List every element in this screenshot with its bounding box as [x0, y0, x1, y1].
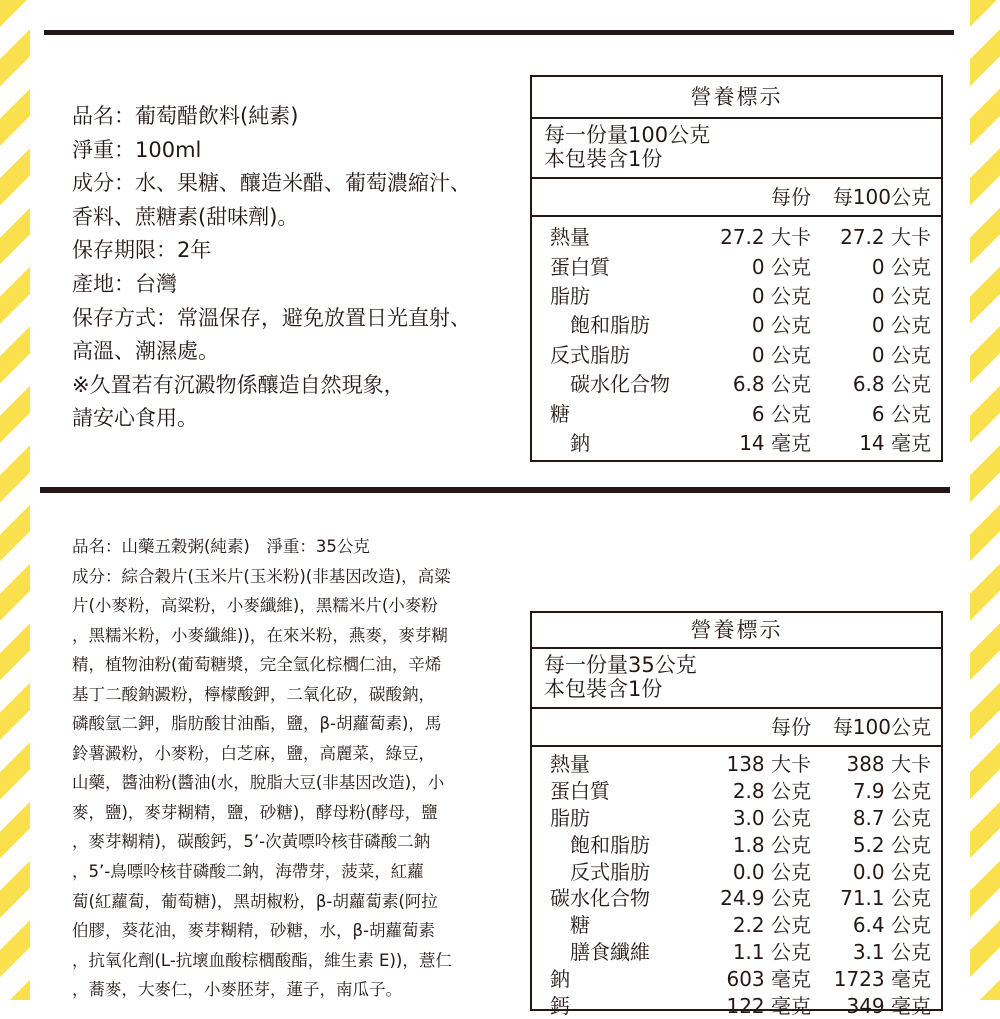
product2-info-line: ，抗氧化劑(L-抗壞血酸棕櫚酸酯，維生素 E))，薏仁 — [72, 950, 452, 970]
product2-info-line: 精，植物油粉(葡萄糖漿，完全氫化棕櫚仁油，辛烯 — [72, 655, 442, 675]
servings-per-pack: 本包裝含1份 — [544, 147, 663, 171]
value-per-serving: 0.0 公克 — [732, 859, 811, 884]
serving-info — [532, 119, 941, 179]
product2-info-line: 鈴薯澱粉，小麥粉，白芝麻，鹽，高麗菜，綠豆， — [72, 743, 435, 763]
product2-info-line: ，蕎麥，大麥仁，小麥胚芽，蓮子，南瓜子。 — [72, 980, 402, 1000]
col-per-100g: 每100公克 — [832, 185, 931, 209]
middle-divider — [40, 487, 950, 493]
nutrient-label: 熱量 — [550, 225, 590, 250]
nutrition-row — [532, 910, 941, 937]
nutrition-header — [532, 709, 941, 747]
value-per-100g: 6.4 公克 — [852, 913, 931, 938]
nutrition-row — [532, 830, 941, 857]
value-per-serving: 3.0 公克 — [732, 805, 811, 830]
top-divider — [44, 30, 954, 35]
nutrition-row — [532, 991, 941, 1018]
product2-info-line: 基丁二酸鈉澱粉，檸檬酸鉀，二氧化矽，碳酸鈉， — [72, 684, 435, 704]
nutrient-label: 鈉 — [570, 430, 590, 455]
product1-info-line: ※久置若有沉澱物係釀造自然現象， — [72, 372, 405, 397]
product2-info-line: 山藥，醬油粉(醬油(水，脫脂大豆(非基因改造)，小 — [72, 773, 445, 793]
value-per-100g: 14 毫克 — [859, 430, 931, 455]
value-per-100g: 0 公克 — [871, 254, 931, 279]
nutrient-label: 碳水化合物 — [550, 886, 650, 911]
nutrition-row — [532, 857, 941, 884]
nutrient-label: 飽和脂肪 — [570, 832, 650, 857]
value-per-100g: 27.2 大卡 — [840, 225, 931, 250]
nutrient-label: 脂肪 — [550, 805, 590, 830]
product2-info-line: ，麥芽糊精)，碳酸鈣，5’-次黃嘌呤核苷磷酸二鈉 — [72, 832, 431, 852]
product1-info-line: 成分：水、果糖、釀造米醋、葡萄濃縮汁、 — [72, 171, 471, 196]
value-per-100g: 5.2 公克 — [852, 832, 931, 857]
nutrition-row — [532, 803, 941, 830]
value-per-serving: 6.8 公克 — [732, 372, 811, 397]
nutrition-row — [532, 280, 941, 309]
value-per-100g: 7.9 公克 — [852, 778, 931, 803]
value-per-100g: 388 大卡 — [846, 751, 931, 776]
product2-info-line: ，黑糯米粉，小麥纖維))，在來米粉，燕麥，麥芽糊 — [72, 625, 448, 645]
value-per-serving: 2.2 公克 — [732, 913, 811, 938]
value-per-100g: 349 毫克 — [846, 993, 931, 1018]
value-per-serving: 14 毫克 — [739, 430, 811, 455]
value-per-serving: 2.8 公克 — [732, 778, 811, 803]
product2-info-line: 成分：綜合穀片(玉米片(玉米粉)(非基因改造)，高粱 — [72, 566, 451, 586]
product1-info-line: 品名：葡萄醋飲料(純素) — [72, 104, 299, 128]
col-per-100g: 每100公克 — [832, 715, 931, 739]
product2-info-line: 麥，鹽)，麥芽糊精，鹽，砂糖)，酵母粉(酵母，鹽 — [72, 802, 438, 822]
nutrient-label: 碳水化合物 — [570, 372, 670, 397]
nutrition-row — [532, 250, 941, 279]
value-per-serving: 1.1 公克 — [732, 940, 811, 965]
nutrient-label: 糖 — [570, 913, 590, 938]
right-stripe-border — [970, 0, 1000, 1000]
value-per-serving: 0 公克 — [751, 283, 811, 308]
product2-info-line: 伯膠，葵花油，麥芽糊精，砂糖，水，β-胡蘿蔔素 — [72, 921, 435, 941]
nutrient-label: 膳食纖維 — [570, 940, 650, 965]
value-per-100g: 0 公克 — [871, 342, 931, 367]
nutrition-row — [532, 427, 941, 456]
value-per-serving: 24.9 公克 — [720, 886, 811, 911]
nutrient-label: 反式脂肪 — [570, 859, 650, 884]
product1-info-line: 保存期限：2年 — [72, 238, 212, 263]
value-per-serving: 27.2 大卡 — [720, 225, 811, 250]
value-per-serving: 6 公克 — [751, 401, 811, 426]
product2-info — [72, 532, 512, 1005]
value-per-100g: 71.1 公克 — [840, 886, 931, 911]
serving-size: 每一份量35公克 — [544, 653, 697, 677]
nutrition-row — [532, 309, 941, 338]
nutrition-rows — [532, 217, 941, 456]
product1-info — [72, 100, 522, 436]
nutrient-label: 蛋白質 — [550, 778, 610, 803]
nutrition-row — [532, 368, 941, 397]
product1-nutrition-table — [530, 75, 943, 462]
product2-info-line: 品名：山藥五穀粥(純素) 淨重：35公克 — [72, 537, 370, 556]
nutrition-title: 營養標示 — [532, 77, 941, 119]
value-per-serving: 1.8 公克 — [732, 832, 811, 857]
nutrient-label: 鈉 — [550, 967, 570, 992]
nutrition-rows — [532, 747, 941, 1018]
value-per-serving: 0 公克 — [751, 313, 811, 338]
product1-info-line: 請安心食用。 — [72, 406, 198, 431]
value-per-100g: 1723 毫克 — [833, 967, 931, 992]
nutrient-label: 脂肪 — [550, 283, 590, 308]
value-per-100g: 0 公克 — [871, 283, 931, 308]
product1-info-line: 保存方式：常溫保存，避免放置日光直射、 — [72, 305, 471, 330]
product2-info-line: 磷酸氫二鉀，脂肪酸甘油酯，鹽，β-胡蘿蔔素)，馬 — [72, 714, 442, 734]
value-per-100g: 3.1 公克 — [852, 940, 931, 965]
value-per-100g: 8.7 公克 — [852, 805, 931, 830]
product1-info-line: 產地：台灣 — [72, 271, 177, 296]
nutrition-row — [532, 937, 941, 964]
left-stripe-border — [0, 0, 30, 1000]
product2-nutrition-table — [530, 611, 943, 1018]
nutrition-row — [532, 776, 941, 803]
nutrient-label: 反式脂肪 — [550, 342, 630, 367]
value-per-100g: 0.0 公克 — [852, 859, 931, 884]
nutrient-label: 糖 — [550, 401, 570, 426]
value-per-serving: 122 毫克 — [726, 993, 811, 1018]
servings-per-pack: 本包裝含1份 — [544, 677, 663, 701]
nutrition-row — [532, 397, 941, 426]
col-per-serving: 每份 — [771, 715, 811, 739]
nutrient-label: 飽和脂肪 — [570, 313, 650, 338]
col-per-serving: 每份 — [771, 185, 811, 209]
nutrient-label: 鈣 — [550, 993, 570, 1018]
nutrition-title: 營養標示 — [532, 613, 941, 649]
value-per-serving: 0 公克 — [751, 342, 811, 367]
nutrition-row — [532, 749, 941, 776]
nutrition-row — [532, 883, 941, 910]
nutrition-header — [532, 179, 941, 217]
product1-info-line: 高溫、潮濕處。 — [72, 339, 219, 364]
nutrition-row — [532, 221, 941, 250]
serving-info — [532, 649, 941, 709]
nutrient-label: 熱量 — [550, 751, 590, 776]
value-per-serving: 0 公克 — [751, 254, 811, 279]
nutrition-row — [532, 964, 941, 991]
nutrient-label: 蛋白質 — [550, 254, 610, 279]
value-per-100g: 0 公克 — [871, 313, 931, 338]
value-per-serving: 138 大卡 — [726, 751, 811, 776]
product2-info-line: ，5’-鳥嘌呤核苷磷酸二鈉，海帶芽，菠菜，紅蘿 — [72, 862, 424, 882]
product1-info-line: 淨重：100ml — [72, 137, 202, 162]
nutrition-row — [532, 339, 941, 368]
value-per-serving: 603 毫克 — [726, 967, 811, 992]
value-per-100g: 6.8 公克 — [852, 372, 931, 397]
product2-info-line: 片(小麥粉，高粱粉，小麥纖維)，黑糯米片(小麥粉 — [72, 596, 438, 616]
value-per-100g: 6 公克 — [871, 401, 931, 426]
product1-info-line: 香料、蔗糖素(甜味劑)。 — [72, 204, 299, 229]
serving-size: 每一份量100公克 — [544, 123, 711, 147]
product2-info-line: 蔔(紅蘿蔔，葡萄糖)，黑胡椒粉，β-胡蘿蔔素(阿拉 — [72, 891, 438, 911]
